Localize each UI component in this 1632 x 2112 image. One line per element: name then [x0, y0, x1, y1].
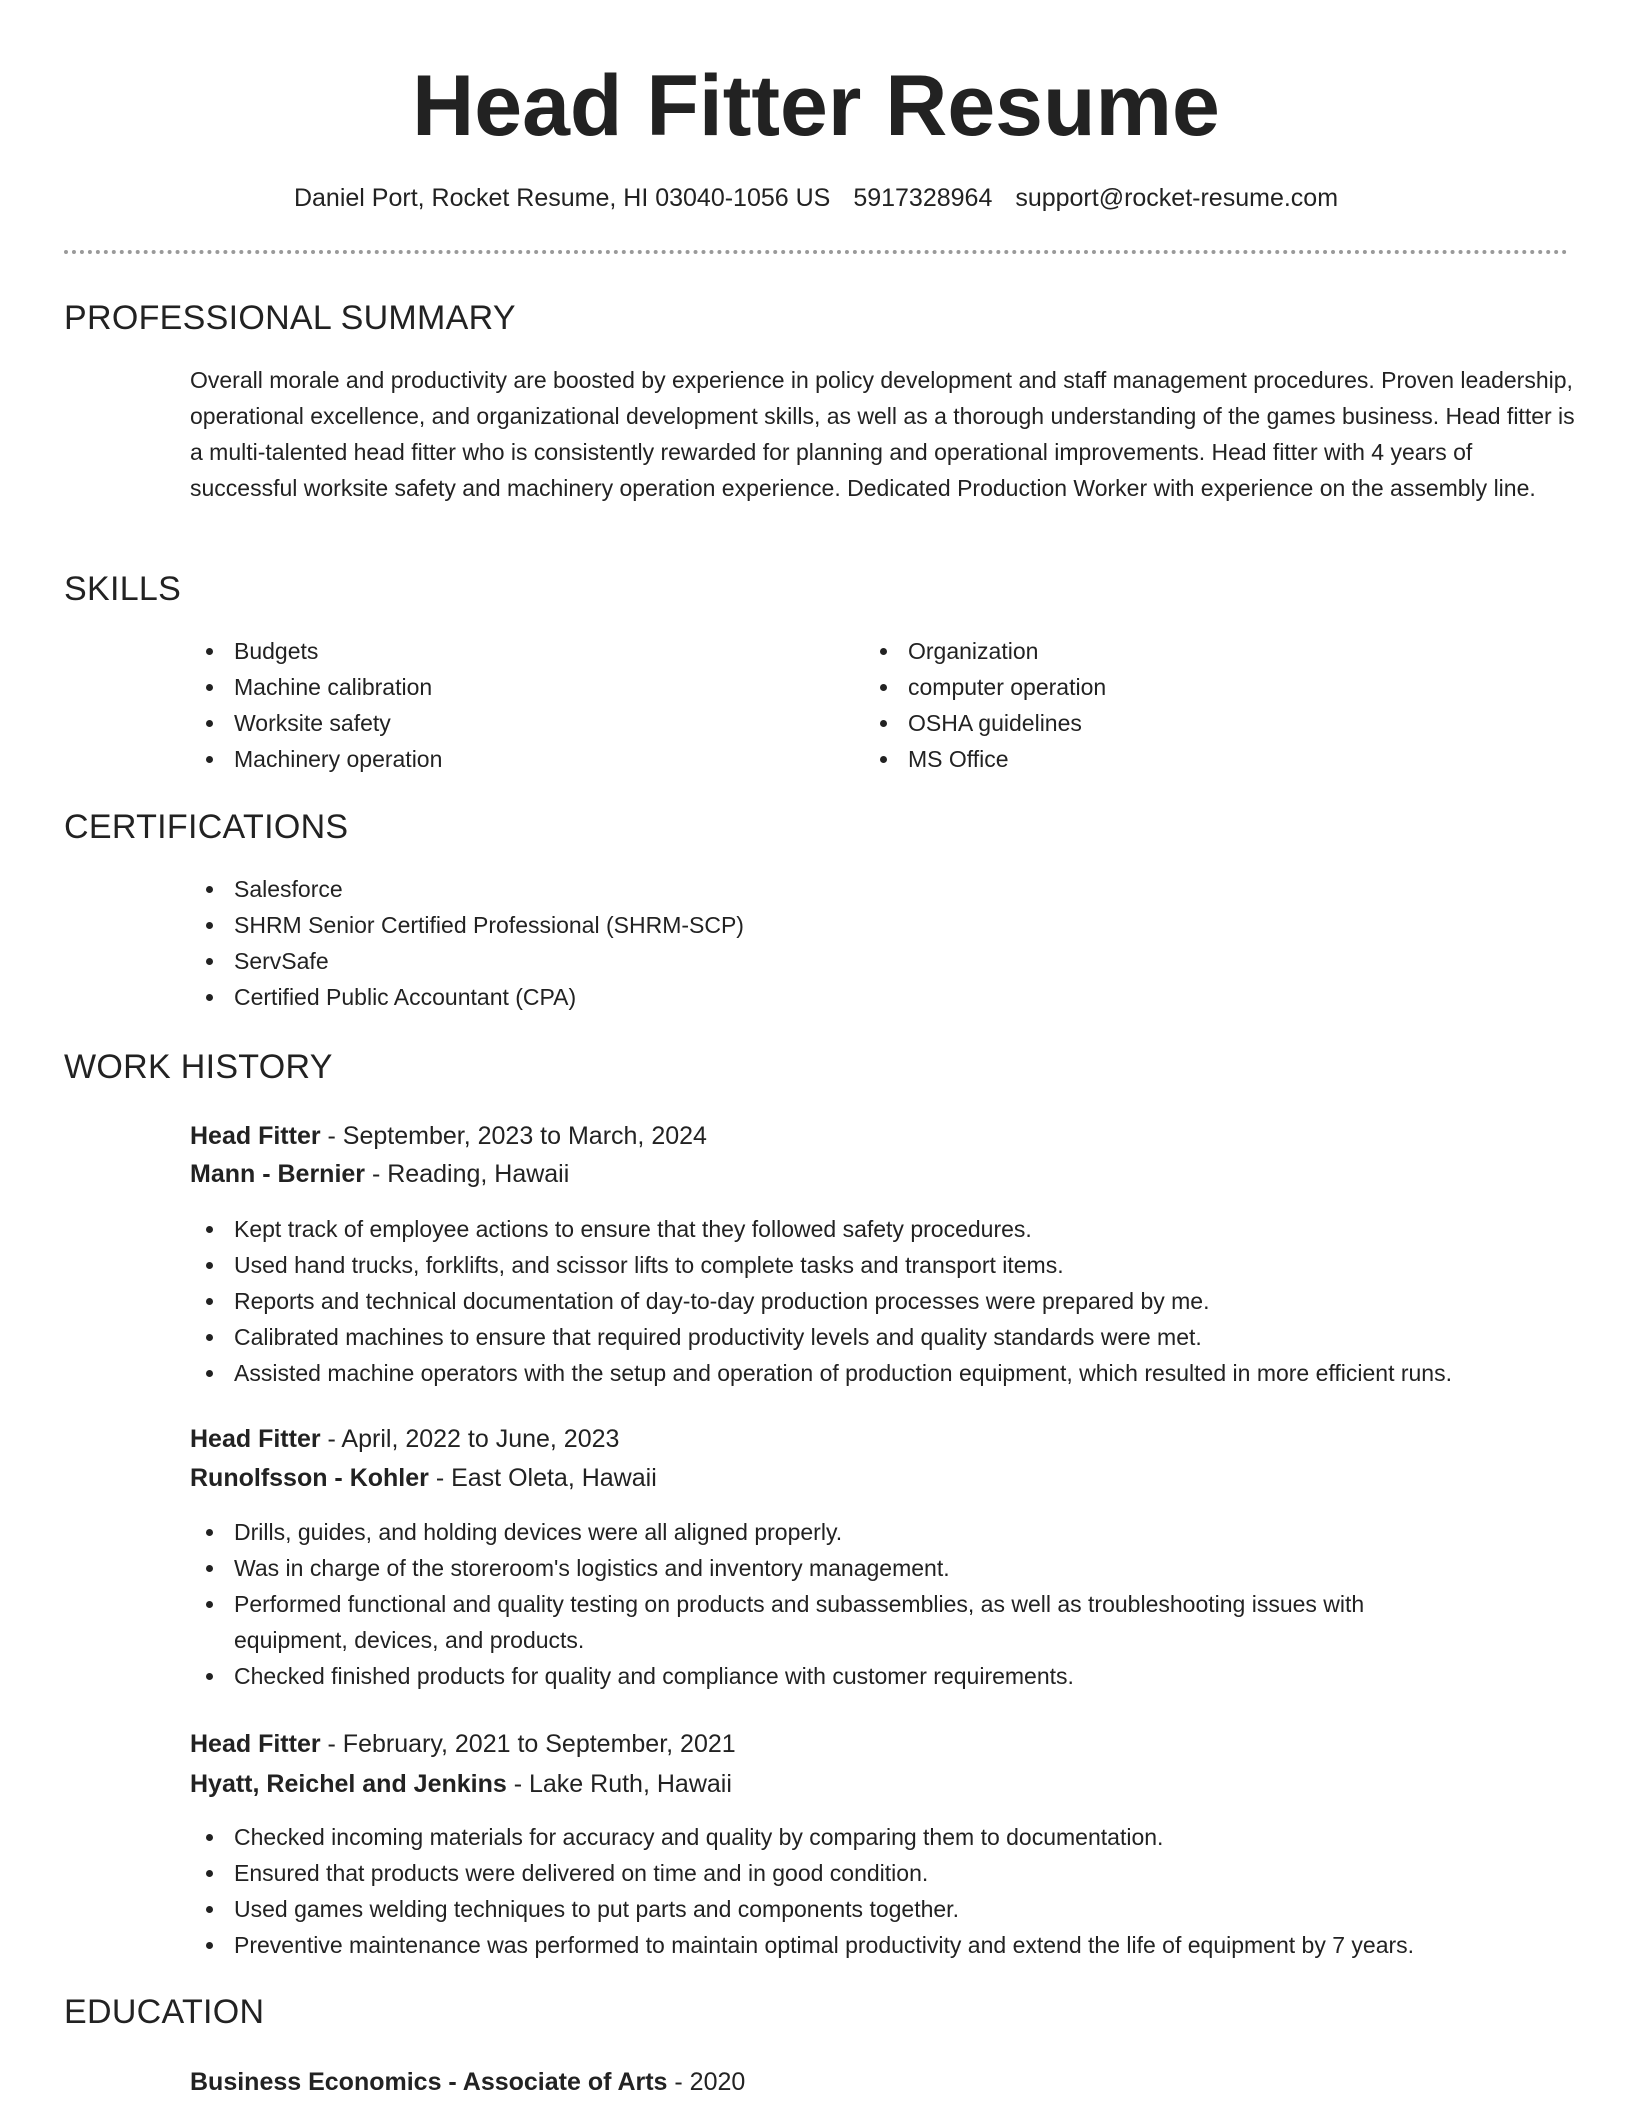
skill-item: OSHA guidelines: [864, 705, 1504, 741]
job-bullet: Drills, guides, and holding devices were all aligned properly.: [190, 1514, 1480, 1550]
job-bullet: Was in charge of the storeroom's logistics and inventory management.: [190, 1550, 1480, 1586]
job-bullet: Kept track of employee actions to ensure that they followed safety procedures.: [190, 1211, 1620, 1247]
job-bullet: Ensured that products were delivered on time and in good condition.: [190, 1855, 1620, 1891]
job-bullets: [190, 1211, 1620, 1391]
job-bullet: Checked finished products for quality and compliance with customer requirements.: [190, 1658, 1480, 1694]
job-company: Hyatt, Reichel and Jenkins: [190, 1770, 507, 1798]
education-line: [190, 2063, 745, 2101]
skill-item: MS Office: [864, 741, 1504, 777]
work-history-heading: WORK HISTORY: [64, 1048, 333, 1086]
contact-line: [64, 178, 1568, 218]
job-bullets: [190, 1819, 1620, 1963]
job-bullet: Used games welding techniques to put parts and components together.: [190, 1891, 1620, 1927]
job-company-line: [190, 1765, 732, 1803]
job-bullet: Used hand trucks, forklifts, and scissor lifts to complete tasks and transport items.: [190, 1247, 1620, 1283]
job-title: Head Fitter: [190, 1122, 321, 1150]
skill-item: Worksite safety: [190, 705, 830, 741]
job-location: - Reading, Hawaii: [365, 1160, 570, 1188]
job-title-line: [190, 1725, 736, 1763]
education-degree: Business Economics - Associate of Arts: [190, 2068, 668, 2096]
skills-list-right: [864, 633, 1504, 777]
summary-text: Overall morale and productivity are boosted by experience in policy development and staff management procedures. Proven leadership, operational excellence, and organizational development skills, as well as a thorough understanding of the games business. Head fitter is a multi-talented head fitter who is consistently rewarded for planning and operational improvements. Head fitter with 4 years of successful worksite safety and machinery operation experience. Dedicated Production Worker with experience on the assembly line.: [190, 367, 1575, 501]
job-title-line: [190, 1117, 707, 1155]
contact-phone: 5917328964: [853, 184, 993, 212]
job-bullet: Reports and technical documentation of day-to-day production processes were prepared by me.: [190, 1283, 1620, 1319]
resume-title: Head Fitter Resume: [412, 58, 1220, 154]
skill-item: Organization: [864, 633, 1504, 669]
job-company: Mann - Bernier: [190, 1160, 366, 1188]
certification-item: Certified Public Accountant (CPA): [190, 979, 1490, 1015]
job-location: - East Oleta, Hawaii: [428, 1464, 657, 1492]
education-year: - 2020: [667, 2068, 746, 2096]
job-bullets: [190, 1514, 1480, 1694]
job-bullet: Assisted machine operators with the setup and operation of production equipment, which resulted in more efficient runs.: [190, 1355, 1620, 1391]
job-dates: - February, 2021 to September, 2021: [320, 1730, 736, 1758]
job-company: Runolfsson - Kohler: [190, 1464, 429, 1492]
job-title-line: [190, 1420, 619, 1458]
job-bullet: Performed functional and quality testing on products and subassemblies, as well as troubleshooting issues with equipment, devices, and products.: [190, 1586, 1480, 1658]
skills-heading: SKILLS: [64, 570, 182, 608]
contact-address: Daniel Port, Rocket Resume, HI 03040-1056 US: [293, 184, 831, 212]
job-dates: - September, 2023 to March, 2024: [320, 1122, 707, 1150]
job-title: Head Fitter: [190, 1730, 321, 1758]
summary-heading: PROFESSIONAL SUMMARY: [64, 299, 516, 337]
certification-item: Salesforce: [190, 871, 1490, 907]
certification-item: SHRM Senior Certified Professional (SHRM-SCP): [190, 907, 1490, 943]
certifications-list: [190, 871, 1490, 1015]
contact-email: support@rocket-resume.com: [1015, 184, 1339, 212]
job-title: Head Fitter: [190, 1425, 321, 1453]
job-company-line: [190, 1155, 569, 1193]
job-company-line: [190, 1459, 657, 1497]
job-bullet: Preventive maintenance was performed to maintain optimal productivity and extend the life of equipment by 7 years.: [190, 1927, 1620, 1963]
job-location: - Lake Ruth, Hawaii: [506, 1770, 732, 1798]
header-divider: [64, 250, 1568, 254]
skills-list-left: [190, 633, 830, 777]
skill-item: Machine calibration: [190, 669, 830, 705]
education-heading: EDUCATION: [64, 1993, 265, 2031]
job-bullet: Calibrated machines to ensure that required productivity levels and quality standards were met.: [190, 1319, 1620, 1355]
skill-item: Machinery operation: [190, 741, 830, 777]
skill-item: computer operation: [864, 669, 1504, 705]
skill-item: Budgets: [190, 633, 830, 669]
certifications-heading: CERTIFICATIONS: [64, 808, 349, 846]
job-dates: - April, 2022 to June, 2023: [320, 1425, 620, 1453]
certification-item: ServSafe: [190, 943, 1490, 979]
job-bullet: Checked incoming materials for accuracy and quality by comparing them to documentation.: [190, 1819, 1620, 1855]
